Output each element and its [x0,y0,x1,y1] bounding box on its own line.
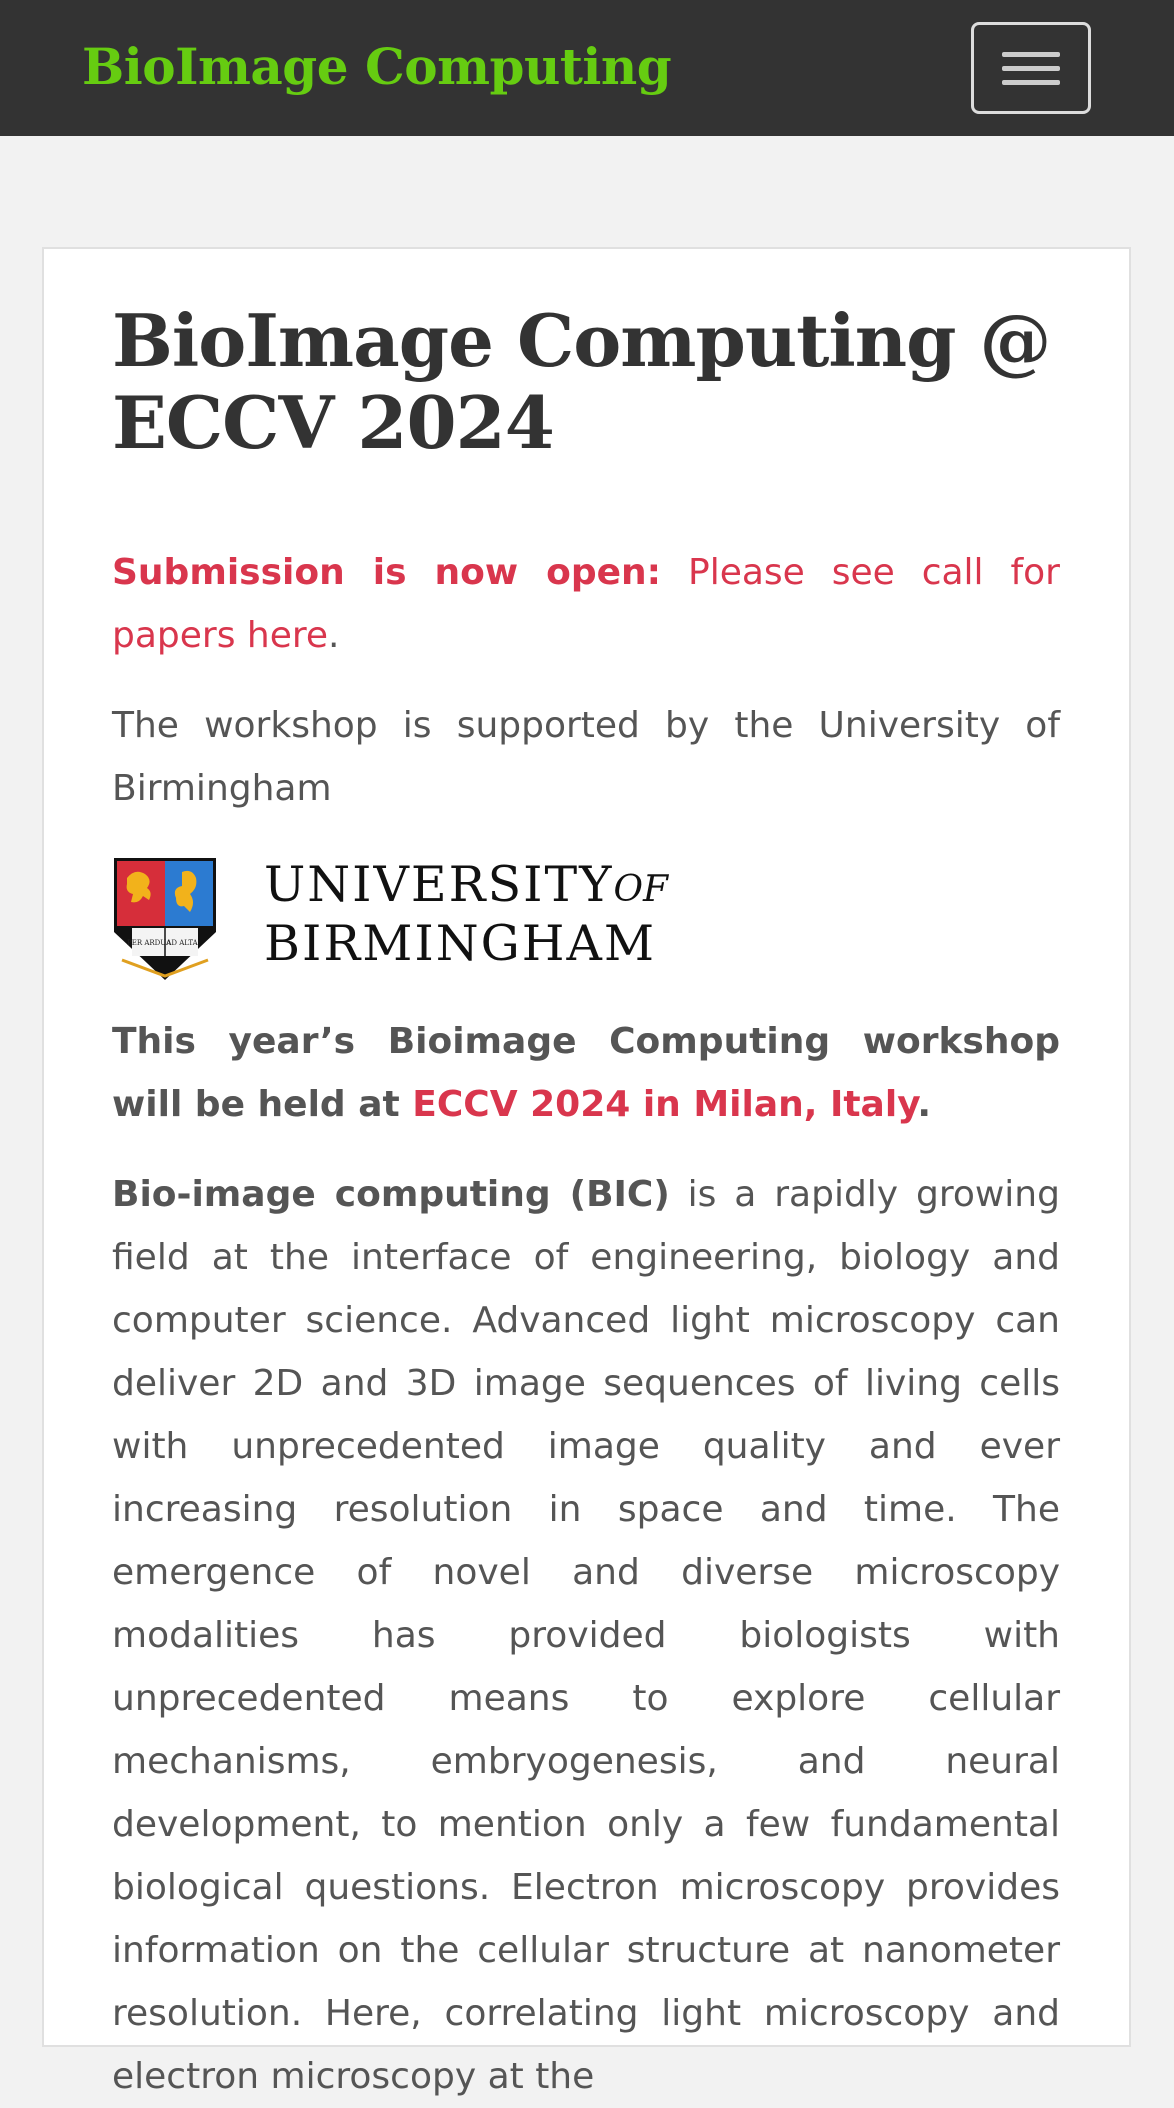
support-text: The workshop is supported by the University of Birmingham [112,705,1060,809]
eccv-link[interactable]: ECCV 2024 in Milan, Italy [412,1084,918,1125]
call-for-papers-link[interactable]: Please see call for papers here [112,552,1060,656]
main-content [112,300,1060,2108]
submission-label: Submission is now open: [112,552,662,593]
wordmark-line2: BIRMINGHAM [264,914,657,972]
workshop-location: This year’s Bioimage Computing workshop will be held at ECCV 2024 in Milan, Italy. [112,1021,1060,1125]
university-logo [112,856,1060,982]
wordmark-line1: UNIVERSITY [264,855,614,913]
crest-motto-right: AD ALTA [166,939,198,947]
page-title: BioImage Computing @ ECCV 2024 [112,298,1051,465]
top-navbar [0,0,1174,136]
wordmark-of: OF [613,868,669,910]
brand-link[interactable]: BioImage Computing [82,37,672,96]
menu-toggle-button[interactable] [971,22,1091,114]
university-wordmark [264,855,669,972]
intro-text: is a rapidly growing field at the interface of engineering, biology and computer science. Advanced light microscopy can deliver 2D and 3D image sequences of living cells with unprecedented image quality and ever increasing resolution in space and time. The emergence of novel and diverse microscopy modalities has provided biologists with unprecedented means to explore cellular mechanisms, embryogenesis, and neural development, to mention only a few fundamental biological questions. Electron microscopy provides information on the cellular structure at nanometer resolution. Here, correlating light microscopy and electron microscopy at the [112,1174,1060,2097]
bic-term: Bio-image computing (BIC) [112,1174,670,1215]
submission-notice: Submission is now open: Please see call for papers here. [112,552,1060,656]
university-crest-icon [112,856,218,982]
intro-paragraph [112,1163,1060,2108]
crest-motto-left: PER ARDUA [127,939,171,947]
